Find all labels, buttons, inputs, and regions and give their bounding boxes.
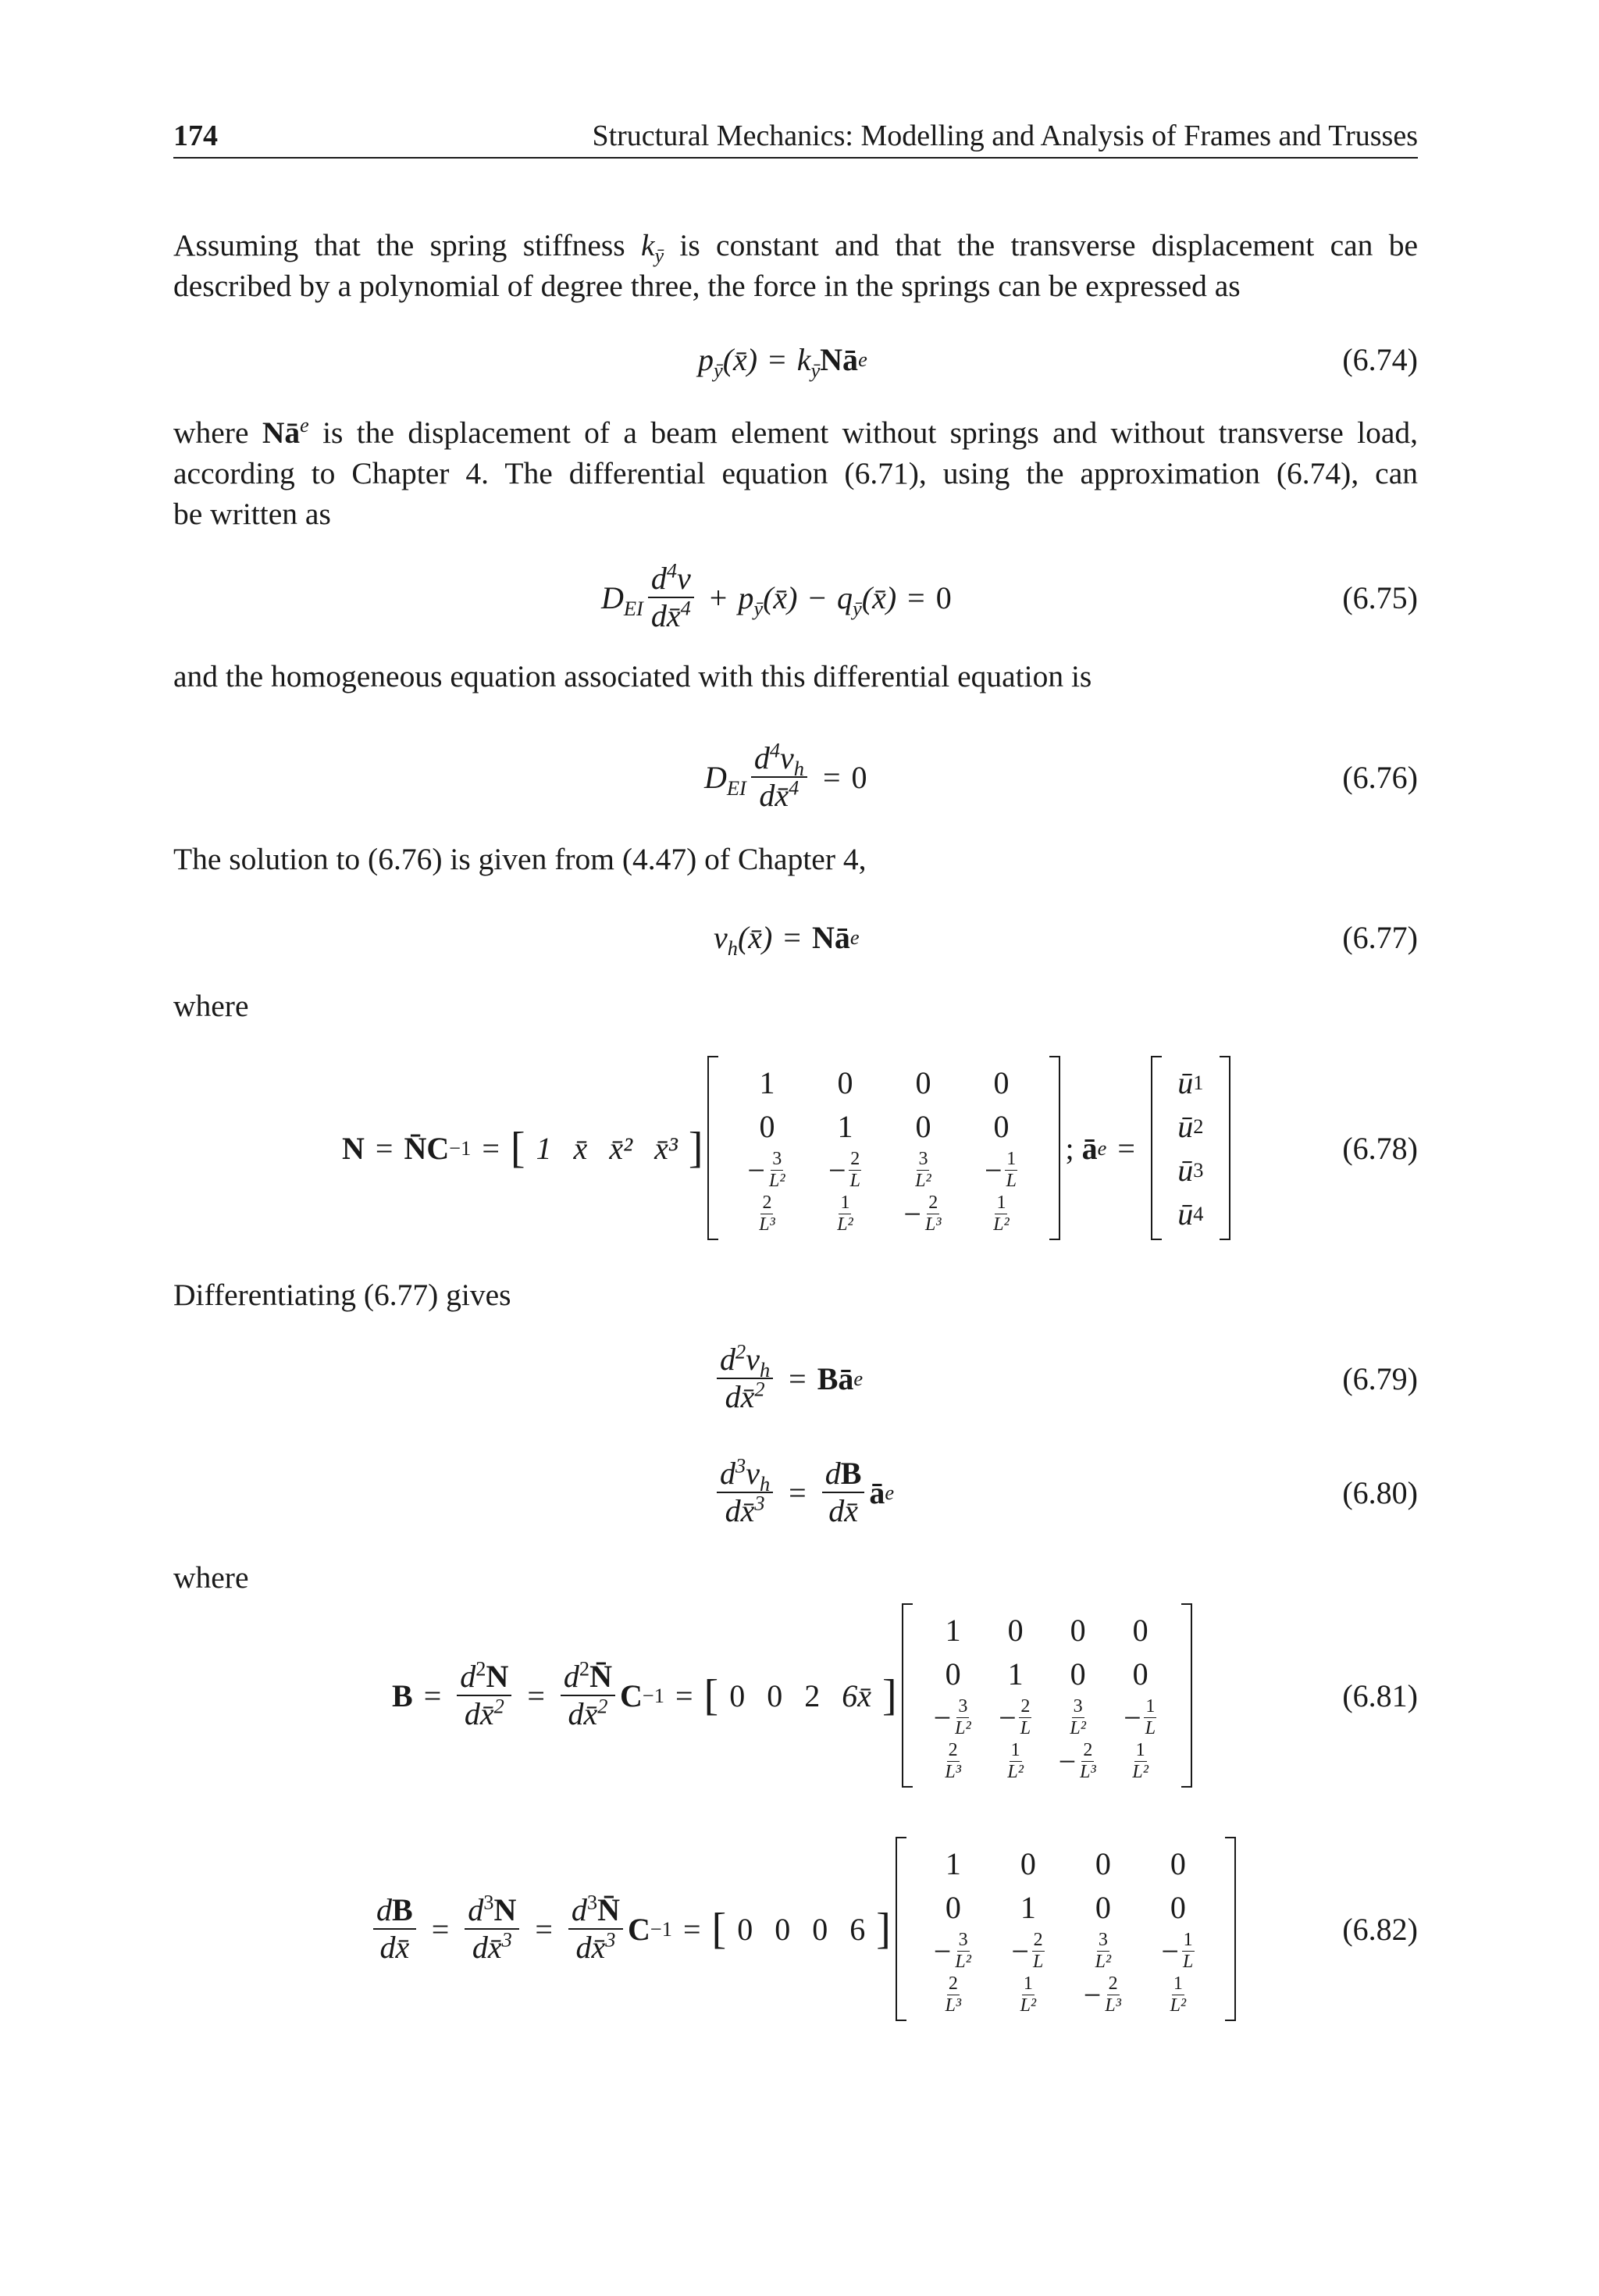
header-rule	[173, 157, 1418, 159]
matrix-cell: 0	[837, 1064, 853, 1100]
equation-body: $\frac{d^3v_h}{dx̄^3}$ = $\frac{dB}{dx̄}$ ā e	[712, 1456, 894, 1529]
equation-6-76	[173, 734, 1418, 820]
matrix-cell: 1	[945, 1845, 961, 1881]
matrix-cell: − $\frac{1}{L}$	[1161, 1930, 1194, 1972]
matrix-cell: − $\frac{2}{L}$	[999, 1696, 1031, 1738]
equation-number: (6.76)	[1342, 759, 1418, 795]
row-vector-cell: 0	[775, 1911, 791, 1947]
equation-6-75	[173, 554, 1418, 640]
matrix-cell: 0	[915, 1108, 931, 1144]
row-vector-cell: x̄²	[609, 1130, 633, 1166]
row-vector-cell: 0	[812, 1911, 828, 1947]
matrix-cell: 1	[1020, 1889, 1036, 1925]
text-line: and the homogeneous equation associated with this differential equation is	[173, 659, 1092, 693]
equation-body: $\frac{d^2v_h}{dx̄^2}$ = Bā e	[712, 1342, 863, 1415]
matrix-cell: 1 L²	[1170, 1973, 1187, 2016]
row-vector-cell: 0	[737, 1911, 753, 1947]
matrix-cell: 0	[1170, 1845, 1186, 1881]
vector-cell: ū 3	[1177, 1152, 1204, 1188]
matrix-cell: 3 L²	[915, 1149, 931, 1191]
equation-number: (6.81)	[1342, 1677, 1418, 1713]
matrix-cell: 1	[1007, 1656, 1024, 1692]
matrix-cell: 0	[759, 1108, 775, 1144]
paragraph-1	[173, 225, 1418, 306]
equation-6-74	[173, 336, 1418, 383]
matrix-cell: 1 L²	[837, 1193, 853, 1235]
row-vector-cell: x̄	[573, 1130, 588, 1166]
matrix-cell: 0	[993, 1108, 1010, 1144]
matrix-cell: − $\frac{2}{L}$	[1011, 1930, 1044, 1972]
paragraph-7	[173, 1557, 1418, 1598]
matrix-cell: 1	[759, 1064, 775, 1100]
text-line: described by a polynomial of degree three, the force in the springs can be expressed as	[173, 269, 1241, 303]
equation-6-81	[173, 1598, 1418, 1793]
row-vector-B: [ 0 0 2 6x̄ ]	[703, 1671, 897, 1720]
matrix-cell: − $\frac{2}{L}$	[828, 1149, 860, 1191]
equation-body: B = $\frac{d^2N}{dx̄^2}$ = $\frac{d^2N̄}{dx̄^2}$ C −1 = [ 0 0 2 6x̄ ] 1 0 0 0 0 1 0 0 − $\frac{3}{\text{L²}}$ − $\frac{2}{L}$ 3 L² − $\frac{1}{L}$ 2 L³ 1 L² − $\frac{2}{\text{L³}}$ 1 L²	[392, 1603, 1197, 1788]
text-run: where	[173, 415, 262, 450]
row-vector-cell: 6x̄	[842, 1677, 871, 1713]
matrix-cell: 1 L²	[993, 1193, 1010, 1235]
matrix-cell: − $\frac{2}{\text{L³}}$	[1058, 1740, 1096, 1782]
equation-6-82	[173, 1827, 1418, 2030]
row-vector-N-bar: [ 1 x̄ x̄² x̄³ ]	[510, 1124, 703, 1172]
equation-number: (6.78)	[1342, 1130, 1418, 1166]
matrix-C-inverse	[902, 1603, 1192, 1788]
page-number: 174	[173, 119, 218, 152]
matrix-cell: 3 L²	[1095, 1930, 1112, 1972]
matrix-cell: − $\frac{3}{\text{L²}}$	[933, 1930, 971, 1972]
equation-number: (6.74)	[1342, 341, 1418, 377]
equation-number: (6.77)	[1342, 919, 1418, 955]
row-vector-cell: x̄³	[654, 1130, 678, 1166]
matrix-cell: 2 L³	[759, 1193, 775, 1235]
row-vector-cell: 6	[849, 1911, 866, 1947]
paragraph-3	[173, 656, 1418, 697]
matrix-cell: 0	[993, 1064, 1010, 1100]
text-line: according to Chapter 4. The differential equation (6.71), using the approximation (6.74), can	[173, 456, 1418, 490]
equation-body: N = N̄C −1 = [ 1 x̄ x̄² x̄³ ] 1 0 0 0 0 1 0 0 − $\frac{3}{\text{L²}}$ − $\frac{2}{L}$ 3 L² − $\frac{1}{L}$ 2 L³ 1 L² − $\frac{2}{\text{L³}}$ 1 L² ; ā e = ū 1 ū 2 ū 3 ū 4	[342, 1056, 1235, 1240]
matrix-cell: 0	[945, 1889, 961, 1925]
paragraph-5	[173, 986, 1418, 1026]
text-line: where	[173, 989, 249, 1023]
equation-6-80	[173, 1449, 1418, 1535]
symbol-k: $k_ȳ$	[640, 228, 664, 267]
matrix-C-inverse	[896, 1837, 1236, 2021]
equation-number: (6.82)	[1342, 1911, 1418, 1947]
equation-body: $p_ȳ(x̄)$ = $k_ȳ$ Nā e	[698, 341, 867, 382]
vector-cell: ū 4	[1177, 1196, 1204, 1232]
paragraph-6	[173, 1275, 1418, 1315]
matrix-cell: 0	[1070, 1612, 1086, 1648]
matrix-cell: 0	[1007, 1612, 1024, 1648]
matrix-cell: 1	[945, 1612, 961, 1648]
matrix-cell: 3 L²	[1070, 1696, 1086, 1738]
matrix-cell: − $\frac{3}{\text{L²}}$	[747, 1149, 785, 1191]
equation-6-77	[173, 914, 1418, 961]
running-title: Structural Mechanics: Modelling and Analysis of Frames and Trusses	[592, 119, 1418, 152]
matrix-cell: 0	[1132, 1612, 1149, 1648]
matrix-cell: 0	[1070, 1656, 1086, 1692]
text-run: Assuming that the spring stiffness	[173, 228, 641, 262]
equation-body: $\frac{dB}{dx̄}$ = $\frac{d^3N}{dx̄^3}$ = $\frac{d^3N̄}{dx̄^3}$ C −1 = [ 0 0 0 6 ] 1 0 0 0 0 1 0 0 − $\frac{3}{\text{L²}}$ − $\frac{2}{L}$ 3 L² − $\frac{1}{L}$ 2 L³ 1 L² − $\frac{2}{\text{L³}}$ 1 L²	[369, 1837, 1241, 2021]
equation-body: $D_{EI}$ $\frac{d^4v}{dx̄^4}$ + $p_ȳ(x̄)$ − $q_ȳ(x̄)$ = 0	[601, 558, 952, 633]
text-line: where	[173, 1560, 249, 1595]
matrix-C-inverse	[707, 1056, 1060, 1240]
matrix-cell: 1 L²	[1020, 1973, 1037, 2016]
equation-number: (6.75)	[1342, 579, 1418, 615]
matrix-cell: 0	[1095, 1845, 1111, 1881]
matrix-cell: 1 L²	[1132, 1740, 1149, 1782]
matrix-cell: − $\frac{3}{\text{L²}}$	[933, 1696, 971, 1738]
row-vector-cell: 2	[804, 1677, 821, 1713]
equation-6-79	[173, 1335, 1418, 1421]
row-vector-cell: 0	[767, 1677, 783, 1713]
vector-cell: ū 1	[1177, 1064, 1204, 1100]
matrix-cell: 0	[1020, 1845, 1036, 1881]
matrix-cell: 0	[1170, 1889, 1186, 1925]
matrix-cell: 1	[837, 1108, 853, 1144]
row-vector-dB: [ 0 0 0 6 ]	[711, 1905, 891, 1953]
equation-6-78	[173, 1046, 1418, 1250]
text-line: The solution to (6.76) is given from (4.47) of Chapter 4,	[173, 842, 867, 876]
matrix-cell: 0	[945, 1656, 961, 1692]
text-run: is the displacement of a beam element without springs and without transverse load,	[308, 415, 1418, 450]
matrix-cell: 0	[915, 1064, 931, 1100]
vector-cell: ū 2	[1177, 1108, 1204, 1144]
paragraph-4	[173, 839, 1418, 879]
text-line: Differentiating (6.77) gives	[173, 1278, 511, 1312]
equation-body: $v_h(x̄)$ = Nā e	[714, 919, 860, 960]
paragraph-2: where $Nā^e$ is the displacement of a beam element without springs and without transverse load, according to Chapter 4. The differential equation (6.71), using the approximation (6.74), can be written as	[173, 412, 1418, 534]
matrix-cell: − $\frac{1}{L}$	[985, 1149, 1017, 1191]
text-run: is constant and that the transverse displacement can be	[664, 228, 1418, 262]
row-vector-cell: 0	[729, 1677, 746, 1713]
matrix-cell: 2 L³	[945, 1740, 961, 1782]
matrix-cell: − $\frac{1}{L}$	[1124, 1696, 1156, 1738]
matrix-cell: 1 L²	[1007, 1740, 1024, 1782]
equation-number: (6.80)	[1342, 1474, 1418, 1510]
text-line: be written as	[173, 497, 331, 531]
vector-a-bar	[1151, 1056, 1230, 1240]
matrix-cell: 0	[1132, 1656, 1149, 1692]
equation-body: $D_{EI}$ $\frac{d^4v_h}{dx̄^4}$ = 0	[704, 738, 867, 813]
row-vector-cell: 1	[536, 1130, 552, 1166]
matrix-cell: 2 L³	[945, 1973, 962, 2016]
matrix-cell: − $\frac{2}{\text{L³}}$	[903, 1193, 942, 1235]
equation-number: (6.79)	[1342, 1360, 1418, 1396]
matrix-cell: 0	[1095, 1889, 1111, 1925]
matrix-cell: − $\frac{2}{\text{L³}}$	[1083, 1973, 1121, 2016]
